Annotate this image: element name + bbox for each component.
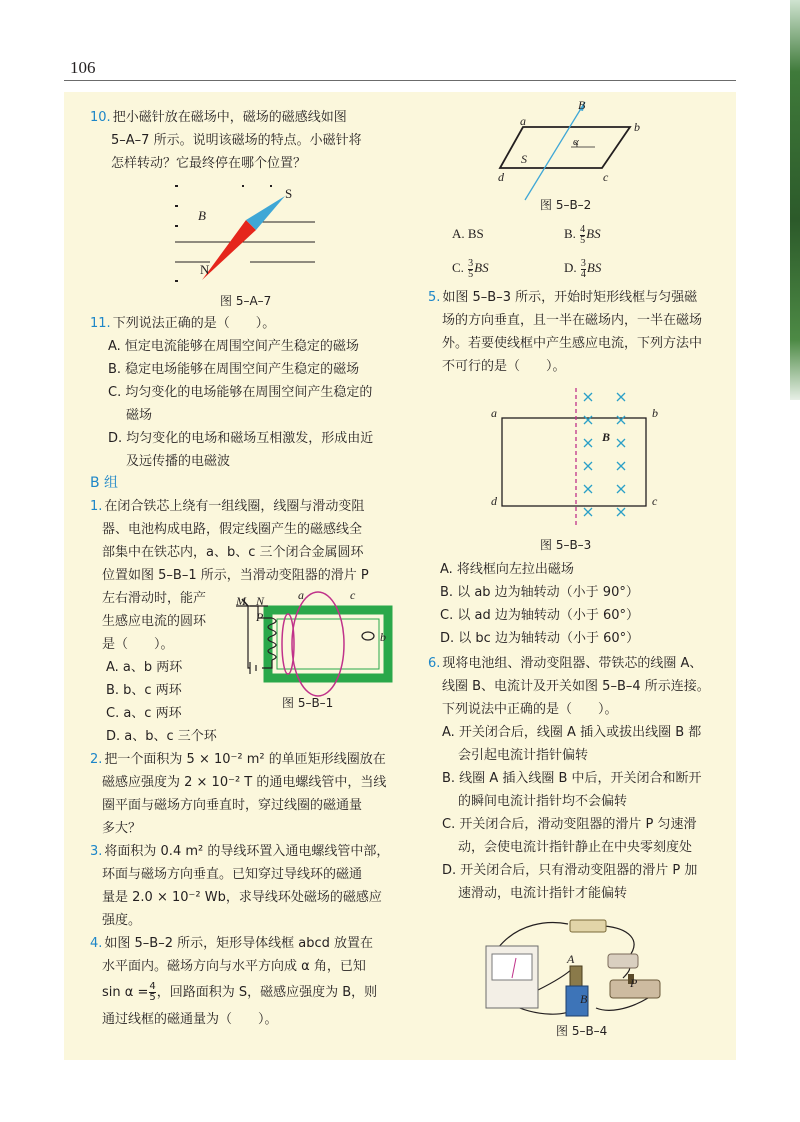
figure-caption: 图 5–B–4 [556,1024,608,1038]
fig-label-b: b [634,120,640,134]
question-text [90,978,420,1008]
compass-south-half [246,196,285,230]
fig-label-a: a [298,588,304,602]
figure-5-B-4 [478,918,668,1020]
option-d: D. 开关闭合后，只有滑动变阻器的滑片 P 加 [442,863,698,878]
fig-label-a: a [491,406,497,420]
option-a: A. 将线框向左拉出磁场 [440,562,574,577]
option-b: B. $\frac{4}{5}$ BS [564,223,601,246]
question-number: 2. [90,752,103,767]
option-b: B. 稳定电场能够在周围空间产生稳定的磁场 [108,362,360,377]
question-text: 如图 5–B–2 所示，矩形导体线框 abcd 放置在 [104,936,374,951]
figure-5-A-7 [170,182,330,282]
question-text: 在闭合铁芯上绕有一组线圈，线圈与滑动变阻 [104,499,365,514]
question-b2 [90,748,420,840]
option-d: D. $\frac{3}{4}$ BS [564,257,602,280]
fig-label-b: b [380,630,386,644]
switch [608,954,638,968]
question-number: 1. [90,499,103,514]
fig-label-c: c [603,170,609,184]
figure-caption: 图 5–B–3 [540,538,592,552]
page-edge-photo-strip [790,0,800,400]
option-c: C. 均匀变化的电场能够在周围空间产生稳定的 [108,385,373,400]
question-text: 圈平面与磁场方向垂直时，穿过线圈的磁通量 [102,798,363,813]
option-b: B. 以 ab 边为轴转动（小于 90°） [440,585,639,600]
option-a: A. 开关闭合后，线圈 A 插入或拔出线圈 B 都 [442,725,702,740]
question-text: 器、电池构成电路，假定线圈产生的磁感线全 [102,522,363,537]
option-b: B. 线圈 A 插入线圈 B 中后，开关闭合和断开 [442,771,702,786]
formula-suffix: ，回路面积为 S，磁感应强度为 B，则 [156,985,378,1000]
question-11 [90,312,420,473]
question-number: 5. [428,290,441,305]
question-number: 3. [90,844,103,859]
option-d: D. 以 bc 边为轴转动（小于 60°） [440,631,640,646]
figure-caption: 图 5–B–2 [540,198,592,212]
section-heading: B 组 [90,475,119,491]
field-crosses [584,393,625,516]
fig-label-M: M [236,594,246,608]
question-text: 外。若要使线框中产生感应电流，下列方法中 [442,336,703,351]
option-c: C. 开关闭合后，滑动变阻器的滑片 P 匀速滑 [442,817,697,832]
fig-label-d: d [498,170,504,184]
fraction: $\frac{4}{5}$ [149,981,156,1003]
question-text: 部集中在铁芯内，a、b、c 三个闭合金属圆环 [102,545,364,560]
figure-caption: 图 5–B–1 [282,696,334,710]
option-a: A. BS [452,226,484,241]
page-number: 106 [70,58,96,77]
question-text: 强度。 [102,913,142,928]
question-number: 11. [90,316,111,331]
question-number: 4. [90,936,103,951]
question-10 [90,106,420,175]
option-a: A. 恒定电流能够在周围空间产生稳定的磁场 [108,339,359,354]
figure-caption: 图 5–A–7 [220,294,272,308]
option-c: C. a、c 两环 [106,706,182,721]
option-d: D. a、b、c 三个环 [106,729,217,744]
fig-label-alpha: α [573,136,579,148]
fig-label-P: P [256,610,264,624]
question-number: 6. [428,656,441,671]
question-text: 场的方向垂直，且一半在磁场内，一半在磁场 [442,313,703,328]
question-text: 磁感应强度为 2 × 10⁻² T 的通电螺线管中，当线 [102,775,387,790]
option-a-cont: 会引起电流计指针偏转 [458,748,589,763]
fig-label-B: B [578,98,586,112]
question-text: 水平面内。磁场方向与水平方向成 α 角，已知 [102,959,366,974]
question-text: 把一个面积为 5 × 10⁻² m² 的单匝矩形线圈放在 [104,752,386,767]
fig-label-S: S [521,152,527,166]
question-text: 下列说法正确的是（ ）。 [112,316,276,331]
header-rule [64,80,736,81]
fig-label-b: b [652,406,658,420]
option-d-cont: 速滑动，电流计指针才能偏转 [458,886,628,901]
fig-label-B: B [580,992,588,1006]
question-text: 现将电池组、滑动变阻器、带铁芯的线圈 A、 [442,656,703,671]
question-b6 [428,652,728,905]
formula-prefix: sin α = [102,985,149,1000]
option-b-cont: 的瞬间电流计指针均不会偏转 [458,794,628,809]
fig-label-P: P [630,976,638,990]
option-c-cont: 磁场 [126,408,153,423]
option-c: C. 以 ad 边为轴转动（小于 60°） [440,608,639,623]
question-text: 环面与磁场方向垂直。已知穿过导线环的磁通 [102,867,363,882]
option-c: C. $\frac{3}{5}$ BS [452,257,489,280]
question-text: 左右滑动时，能产 [102,591,207,606]
question-text: 量是 2.0 × 10⁻² Wb，求导线环处磁场的磁感应 [102,890,382,905]
question-text: 5–A–7 所示。说明该磁场的特点。小磁针将 [111,133,362,148]
fig-label-B: B [602,430,611,444]
compass-north-half [202,220,256,280]
figure-5-B-3 [500,388,660,528]
question-text: 位置如图 5–B–1 所示，当滑动变阻器的滑片 P [102,568,369,583]
question-text: 不可行的是（ ）。 [442,359,566,374]
figure-5-B-2 [495,100,645,200]
fig-label-d: d [491,494,497,508]
question-text: 多大？ [102,821,142,836]
option-a: A. a、b 两环 [106,660,183,675]
option-b: B. b、c 两环 [106,683,182,698]
fig-label-S: S [285,186,293,201]
question-text: 如图 5–B–3 所示，开始时矩形线框与匀强磁 [442,290,698,305]
fig-label-a: a [520,114,526,128]
question-number: 10. [90,110,111,125]
question-text: 通过线框的磁通量为（ ）。 [102,1012,278,1027]
fig-label-N: N [200,262,210,277]
question-b4 [90,932,420,1031]
question-text: 是（ ）。 [102,637,174,652]
figure-5-B-1 [228,588,393,698]
option-c-cont: 动，会使电流计指针静止在中央零刻度处 [458,840,693,855]
fig-label-c: c [350,588,356,602]
field-line [525,102,585,200]
question-text: 怎样转动？它最终停在哪个位置？ [111,156,307,171]
question-b5 [428,286,728,378]
question-text: 下列说法中正确的是（ ）。 [442,702,618,717]
question-b3 [90,840,420,932]
question-text: 将面积为 0.4 m² 的导线环置入通电螺线管中部， [104,844,390,859]
fig-label-A: A [567,952,575,966]
fig-label-N: N [256,594,265,608]
fig-label-B: B [198,208,206,223]
question-b5-options [440,558,730,650]
option-d-cont: 及远传播的电磁波 [126,454,231,469]
option-d: D. 均匀变化的电场和磁场互相激发，形成由近 [108,431,374,446]
question-text: 生感应电流的圆环 [102,614,207,629]
question-text: 线圈 B、电流计及开关如图 5–B–4 所示连接。 [442,679,710,694]
battery [570,920,606,932]
question-text: 把小磁针放在磁场中，磁场的磁感线如图 [112,110,347,125]
fig-label-c: c [652,494,658,508]
